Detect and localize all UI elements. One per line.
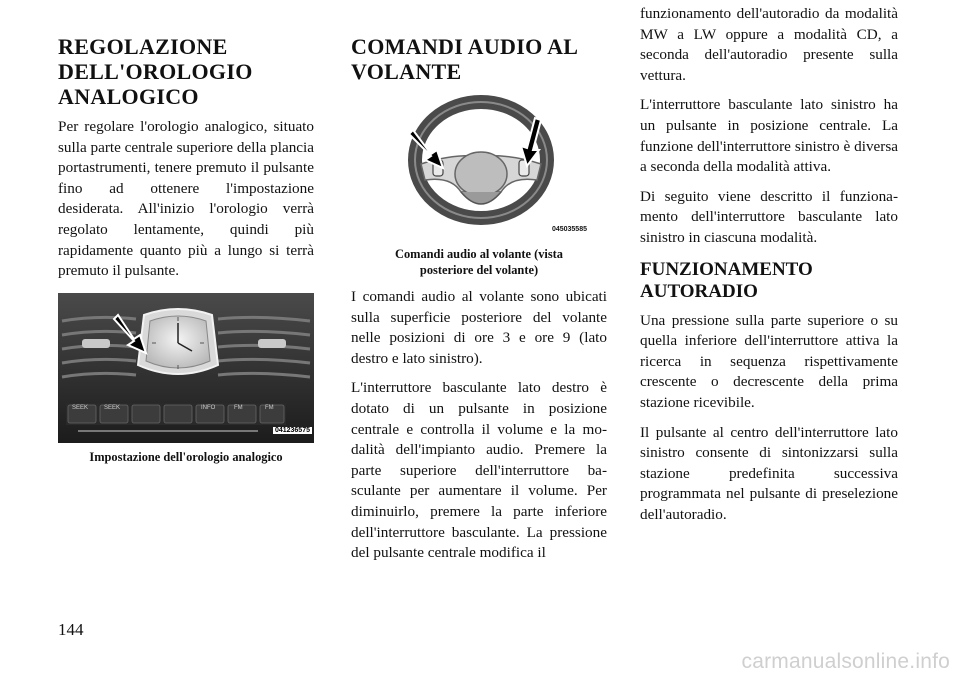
steering-wheel-illustration (351, 92, 607, 240)
steering-figure-code: 045035585 (551, 226, 587, 233)
right-paragraph-3: Di seguito viene descritto il funzionamento dell'interruttore basculante lato sinistro in ciascuna modalità. (640, 187, 898, 246)
middle-column (351, 34, 607, 573)
steering-heading: COMANDI AUDIO AL VOLANTE (351, 34, 578, 84)
dash-button-label: FM (265, 404, 274, 411)
clock-figure-code: 041236575 (274, 426, 310, 434)
right-column (640, 4, 898, 534)
radio-paragraph-2: Il pulsante al centro dell'interruttore lato sinistro consente di sintonizzarsi sulla stazione predefinita successiva programmata nel pulsante di preselezione dell'autoradio. (640, 423, 898, 523)
dash-button-label: INFO (201, 404, 216, 411)
steering-paragraph-1: I comandi audio al volante sono ubicati sulla superficie posteriore del volante nelle posizioni di ore 3 e ore 9 (lato destro e lato sinistro). (351, 288, 607, 367)
dash-button-label: SEEK (104, 404, 121, 411)
radio-paragraph-1: Una pressione sulla parte superiore o su quella inferiore dell'interruttore attiva la ricerca in sequenza rispettivamente crescente o decrescente della prima stazione ricevibile. (640, 311, 898, 411)
dash-button-labels (58, 405, 314, 421)
dash-button-label: FM (234, 404, 243, 411)
right-paragraph-2: L'interruttore basculante lato sinistro ha un pulsante in posizione centrale. La funzione dell'interruttore sinistro è diversa a seconda della modalità attiva. (640, 96, 898, 176)
left-column (58, 34, 314, 465)
clock-caption: Impostazione dell'orologio analogico (89, 449, 283, 464)
watermark[interactable]: carmanualsonline.info (741, 650, 950, 673)
clock-heading: REGOLAZIONE DELL'OROLOGIO ANALOGICO (58, 34, 253, 109)
clock-paragraph: Per regolare l'orologio analogico, situato sulla parte centrale superiore della plancia portastrumenti, tenere premuto il pulsante fino ad ottenere l'impostazione desiderata. All'inizio l'orologio verrà regolato lentamente, quindi più rapidamente quanto più a lungo si terrà premuto il pulsante. (58, 118, 314, 280)
steering-caption: Comandi audio al volante (vista posteriore del volante) (395, 247, 563, 277)
steering-figure (351, 92, 607, 240)
right-paragraph-1: funzionamento dell'autoradio da modalità MW a LW oppure a modalità CD, a seconda dell'autoradio presente sulla vettura. (640, 5, 898, 84)
dash-button-label: SEEK (72, 404, 89, 411)
page-number: 144 (58, 620, 84, 639)
steering-paragraph-2: L'interruttore basculante lato destro è dotato di un pulsante in posizione centrale e controlla il volume e la modalità dell'impianto audio. Premere la parte superiore dell'interruttore basculante per aumentare il volume. Per diminuirlo, premere la parte inferiore dell'interruttore basculante. La pressione del pulsante centrale modifica il (351, 379, 607, 562)
radio-heading: FUNZIONAMENTO AUTORADIO (640, 258, 813, 302)
